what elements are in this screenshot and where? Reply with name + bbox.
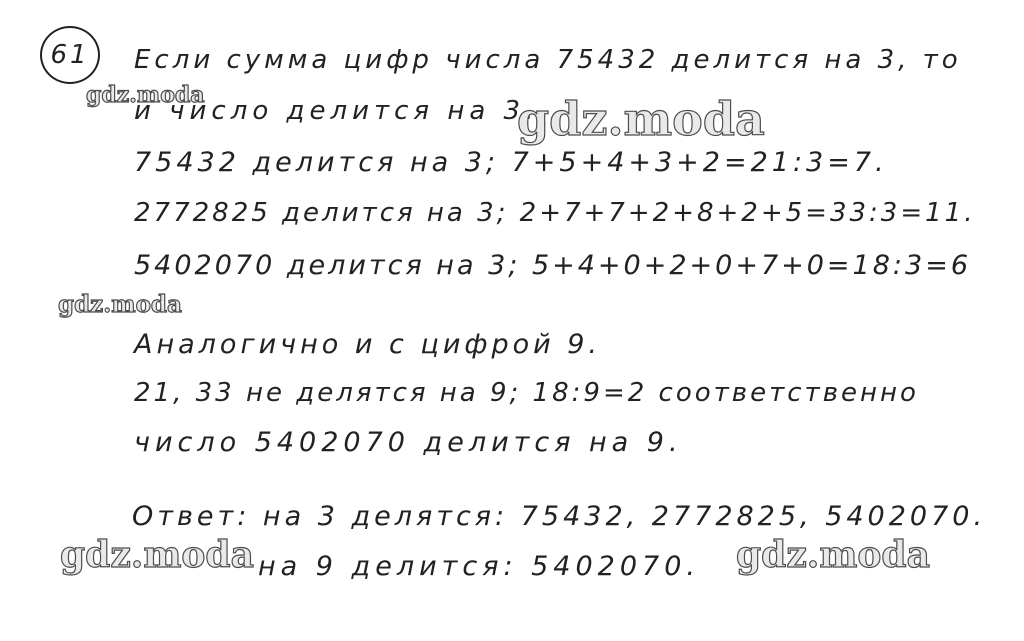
watermark-top-left: gdz.moda — [86, 82, 205, 108]
watermark-middle-left: gdz.moda — [58, 291, 182, 318]
solution-line-4: 2772825 делится на 3; 2+7+7+2+8+2+5=33:3=11. — [134, 198, 976, 228]
task-number-circle — [40, 26, 100, 84]
answer-line-1: Ответ: на 3 делятся: 75432, 2772825, 5402070. — [132, 501, 987, 532]
solution-line-1: Если сумма цифр числа 75432 делится на 3, то — [134, 45, 962, 75]
solution-line-6: Аналогично и с цифрой 9. — [134, 329, 601, 360]
solution-line-5: 5402070 делится на 3; 5+4+0+2+0+7+0=18:3=6 — [134, 250, 971, 281]
watermark-top-center: gdz.moda — [517, 92, 765, 146]
watermark-bottom-left: gdz.moda — [60, 534, 254, 576]
solution-line-3: 75432 делится на 3; 7+5+4+3+2=21:3=7. — [134, 147, 888, 178]
task-number: 61 — [50, 40, 90, 70]
solution-line-2: и число делится на 3. — [134, 96, 539, 126]
solution-line-8: число 5402070 делится на 9. — [134, 427, 683, 458]
watermark-bottom-right: gdz.moda — [736, 534, 930, 576]
answer-line-2: на 9 делится: 5402070. — [258, 551, 700, 582]
solution-line-7: 21, 33 не делятся на 9; 18:9=2 соответственно — [134, 378, 919, 408]
